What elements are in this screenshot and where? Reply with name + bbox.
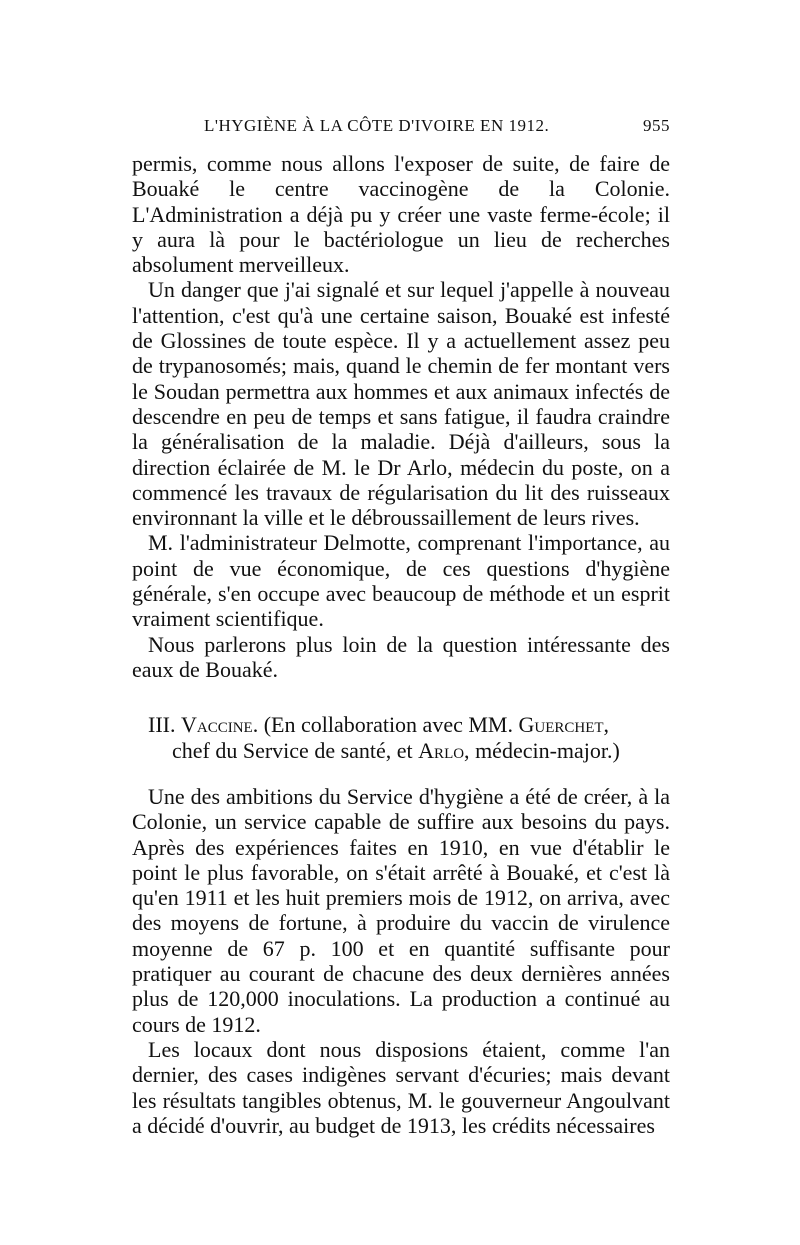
running-head [140,116,670,140]
paragraph: Les locaux dont nous disposions étaient, comme l'an dernier, des cases indigènes servant d'écuries; mais devant les résultats tangibles obtenus, M. le gouverneur Angoulvant a décidé d'ouvrir, au budget de 1913, les crédits nécessaires [132,1036,670,1138]
section-title: Vaccine. [180,712,259,737]
section-role-text: chef du Service de santé, et [172,738,413,763]
body-text-bottom [132,784,670,1138]
section-collaboration-text: (En collaboration avec MM. [263,712,513,737]
section-heading-line-2 [132,738,670,764]
section-heading-line-1 [132,712,670,738]
author-name: Arlo, [418,738,470,763]
paragraph: Une des ambitions du Service d'hygiène a été de créer, à la Colonie, un service capable de suffire aux besoins du pays. Après des expériences faites en 1910, en vue d'établir le point le plus favorable, on s'était arrêté à Bouaké, et c'est là qu'en 1911 et les huit premiers mois de 1912, on arriva, avec des moyens de fortune, à produire du vaccin de virulence moyenne de 67 p. 100 et en quantité suffisante pour pratiquer au courant de chacune des deux dernières années plus de 120,000 inoculations. La production a continué au cours de 1912. [132,784,670,1037]
section-role-text: médecin-major.) [475,738,620,763]
section-heading [132,712,670,764]
running-head-title: L'HYGIÈNE À LA CÔTE D'IVOIRE EN 1912. [204,116,550,135]
paragraph: M. l'administrateur Delmotte, comprenant l'importance, au point de vue économique, de ces questions d'hygiène générale, s'en occupe avec beaucoup de méthode et un esprit vraiment scientifique. [132,530,670,632]
page-number: 955 [643,116,670,135]
paragraph: Un danger que j'ai signalé et sur lequel j'appelle à nouveau l'attention, c'est qu'à une certaine saison, Bouaké est infesté de Glossines de toute espèce. Il y a actuellement assez peu de trypanosomés; mais, quand le chemin de fer montant vers le Soudan permettra aux hommes et aux animaux infectés de descendre en peu de temps et sans fatigue, il faudra craindre la généralisation de la maladie. Déjà d'ailleurs, sous la direction éclairée de M. le Dr Arlo, médecin du poste, on a commencé les travaux de régularisation du lit des ruisseaux environnant la ville et le débroussaillement de leurs rives. [132,277,670,531]
body-text-top [132,151,670,682]
author-name: Guerchet, [518,712,610,737]
paragraph: Nous parlerons plus loin de la question intéressante des eaux de Bouaké. [132,631,670,682]
paragraph: permis, comme nous allons l'exposer de suite, de faire de Bouaké le centre vaccinogène de la Colonie. L'Administration a déjà pu y créer une vaste ferme-école; il y aura là pour le bactériologue un lieu de recherches absolument merveilleux. [132,151,670,278]
section-number: III. [148,712,176,737]
